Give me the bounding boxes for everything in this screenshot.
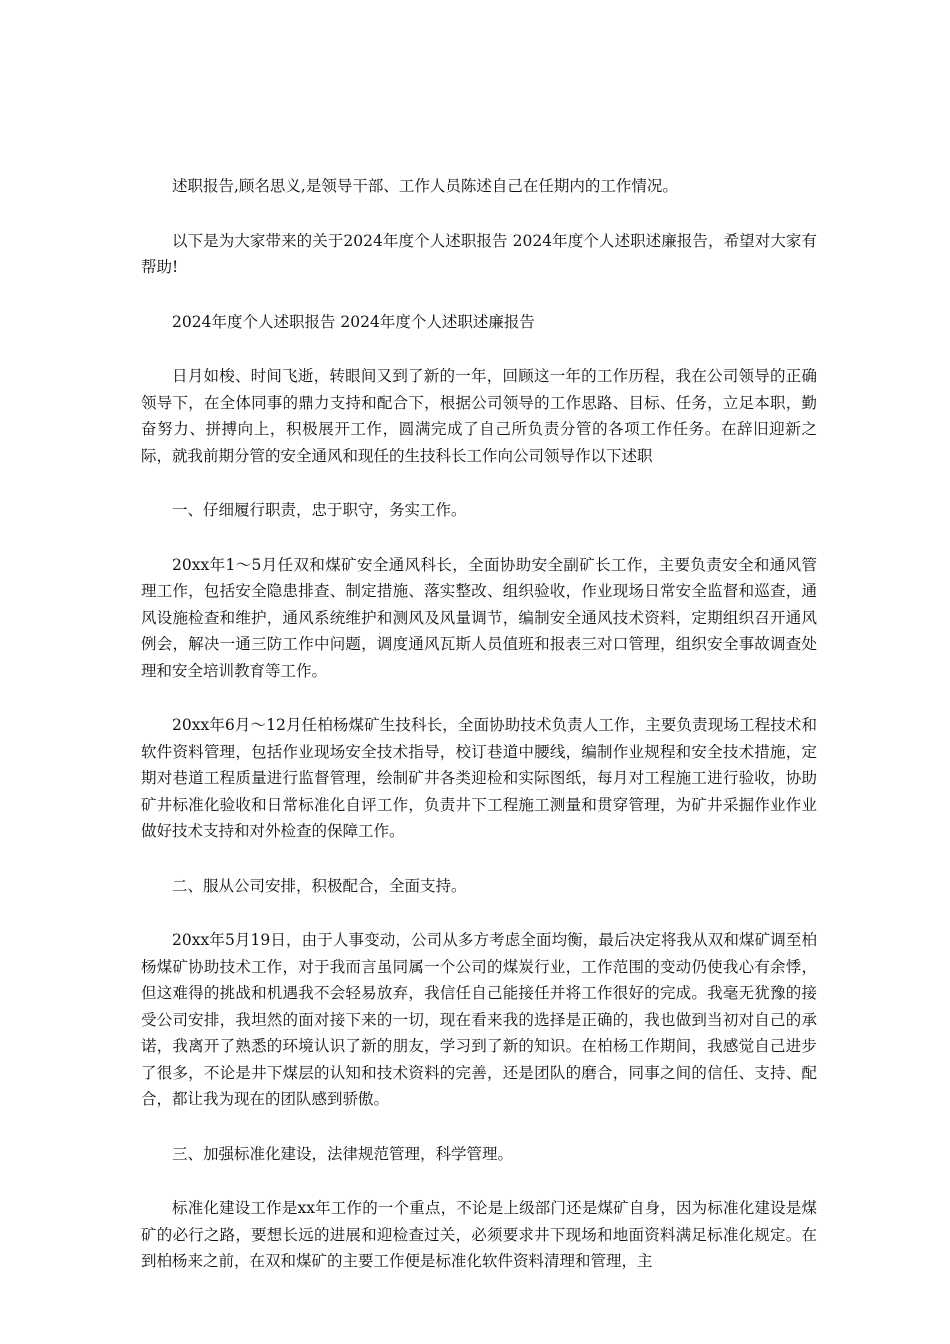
body-paragraph: 20xx年5月19日，由于人事变动，公司从多方考虑全面均衡，最后决定将我从双和煤矿调至柏杨煤矿协助技术工作，对于我而言虽同属一个公司的煤炭行业，工作范围的变动仍使我心有余悸，但这难得的挑战和机遇我不会轻易放弃，我信任自己能接任并将工作很好的完成。我毫无犹豫的接受公司安排，我坦然的面对接下来的一切，现在看来我的选择是正确的，我也做到当初对自己的承诺，我离开了熟悉的环境认识了新的朋友，学习到了新的知识。在柏杨工作期间，我感觉自己进步了很多，不论是井下煤层的认知和技术资料的完善，还是团队的磨合，同事之间的信任、支持、配合，都让我为现在的团队感到骄傲。 <box>141 931 817 1108</box>
body-paragraph: 标准化建设工作是xx年工作的一个重点，不论是上级部门还是煤矿自身，因为标准化建设是煤矿的必行之路，要想长远的进展和迎检查过关，必须要求井下现场和地面资料满足标准化规定。在到柏杨来之前，在双和煤矿的主要工作便是标准化软件资料清理和管理，主 <box>141 1199 817 1270</box>
document-body <box>141 173 817 1303</box>
section-heading: 二、服从公司安排，积极配合，全面支持。 <box>172 876 467 895</box>
intro-paragraph: 以下是为大家带来的关于2024年度个人述职报告 2024年度个人述职述廉报告，希望对大家有帮助! <box>141 231 817 276</box>
body-paragraph: 20xx年6月～12月任柏杨煤矿生技科长，全面协助技术负责人工作，主要负责现场工程技术和软件资料管理，包括作业现场安全技术指导，校订巷道中腰线，编制作业规程和安全技术措施，定期对巷道工程质量进行监督管理，绘制矿井各类迎检和实际图纸，每月对工程施工进行验收，协助矿井标准化验收和日常标准化自评工作，负责井下工程施工测量和贯穿管理，为矿井采掘作业作业做好技术支持和对外检查的保障工作。 <box>141 716 817 840</box>
document-title: 2024年度个人述职报告 2024年度个人述职述廉报告 <box>172 312 535 331</box>
intro-paragraph: 述职报告,顾名思义,是领导干部、工作人员陈述自己在任期内的工作情况。 <box>172 177 678 195</box>
section-heading: 一、仔细履行职责，忠于职守，务实工作。 <box>172 501 467 519</box>
section-heading: 三、加强标准化建设，法律规范管理，科学管理。 <box>172 1144 514 1163</box>
body-paragraph: 日月如梭、时间飞逝，转眼间又到了新的一年，回顾这一年的工作历程，我在公司领导的正确领导下，在全体同事的鼎力支持和配合下，根据公司领导的工作思路、目标、任务，立足本职，勤奋努力、拼搏向上，积极展开工作，圆满完成了自己所负责分管的各项工作任务。在辞旧迎新之际，就我前期分管的安全通风和现任的生技科长工作向公司领导作以下述职 <box>141 367 817 465</box>
body-paragraph: 20xx年1～5月任双和煤矿安全通风科长，全面协助安全副矿长工作，主要负责安全和通风管理工作，包括安全隐患排查、制定措施、落实整改、组织验收，作业现场日常安全监督和巡查，通风设施检查和维护，通风系统维护和测风及风量调节，编制安全通风技术资料，定期组织召开通风例会，解决一通三防工作中问题，调度通风瓦斯人员值班和报表三对口管理，组织安全事故调查处理和安全培训教育等工作。 <box>141 555 817 680</box>
